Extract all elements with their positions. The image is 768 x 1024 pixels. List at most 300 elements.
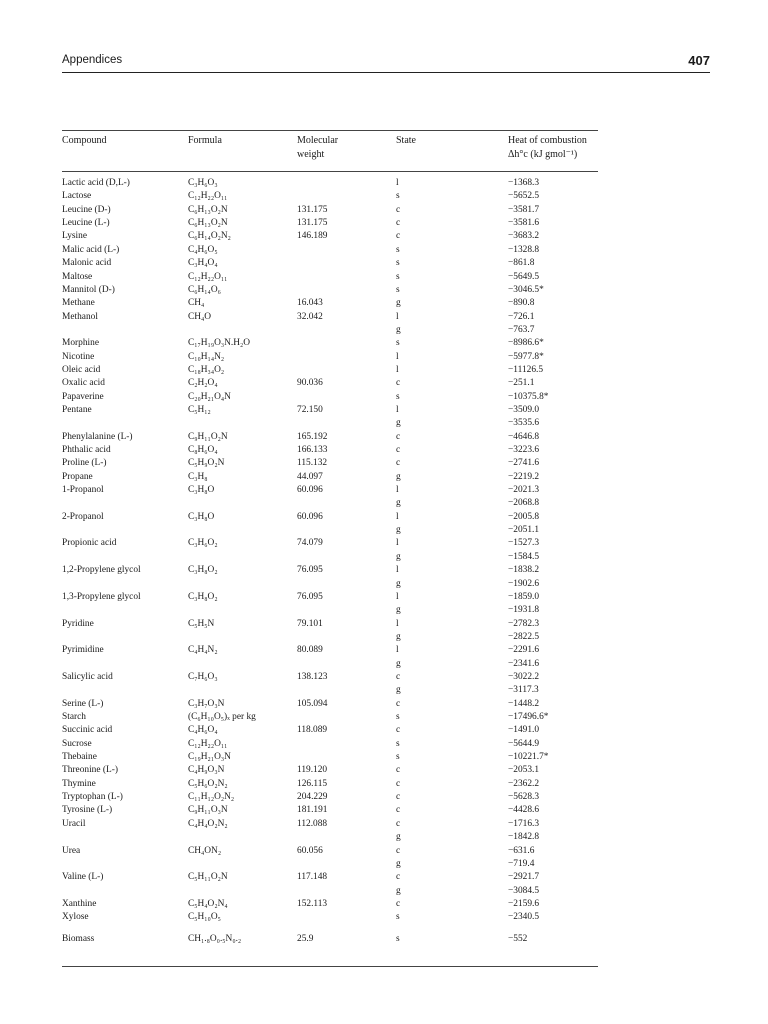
col-header-compound: Compound [62, 135, 107, 146]
compound-name: Pyridine [62, 618, 94, 629]
state: s [396, 912, 400, 923]
state: c [396, 378, 401, 389]
molecular-weight: 105.094 [297, 698, 328, 709]
formula: C₆H₁₄O₂N₂ [188, 231, 231, 242]
formula: C₃H₈ [188, 471, 208, 482]
formula: C₁₁H₁₂O₂N₂ [188, 792, 235, 803]
state: g [396, 858, 401, 869]
table-row [62, 351, 602, 363]
formula: CH₁.₈O₀.₅N₀.₂ [188, 933, 242, 944]
formula: C₅H₁₂ [188, 404, 211, 415]
state: g [396, 298, 401, 309]
heat-of-combustion: −2741.6 [508, 458, 540, 469]
molecular-weight: 138.123 [297, 671, 328, 682]
heat-of-combustion: −2362.2 [508, 778, 540, 789]
molecular-weight: 131.175 [297, 204, 328, 215]
header-rule [62, 72, 710, 73]
col-header-mw-line2: weight [297, 149, 325, 160]
formula: C₄H₄O₂N₂ [188, 818, 228, 829]
compound-name: Malic acid (L-) [62, 244, 120, 255]
table-row [62, 644, 602, 656]
molecular-weight: 119.120 [297, 765, 328, 776]
heat-of-combustion: −10375.8* [508, 391, 549, 402]
table-row [62, 511, 602, 523]
compound-name: Phenylalanine (L-) [62, 431, 133, 442]
state: l [396, 511, 399, 522]
compound-name: Propionic acid [62, 538, 117, 549]
col-header-heat-line1: Heat of combustion [508, 135, 587, 146]
table-row [62, 471, 602, 483]
compound-name: Lactose [62, 191, 92, 202]
state: c [396, 231, 401, 242]
compound-name: Methane [62, 298, 95, 309]
state: g [396, 498, 401, 509]
heat-of-combustion: −1491.0 [508, 725, 540, 736]
heat-of-combustion: −2051.1 [508, 525, 540, 536]
state: c [396, 458, 401, 469]
molecular-weight: 16.043 [297, 298, 323, 309]
state: l [396, 485, 399, 496]
table-row [62, 684, 602, 696]
formula: C₃H₄O₄ [188, 258, 218, 269]
formula: C₁₈H₃₄O₂ [188, 364, 225, 375]
state: l [396, 645, 399, 656]
formula: C₄H₆O₅ [188, 244, 218, 255]
compound-name: Proline (L-) [62, 458, 107, 469]
state: c [396, 872, 401, 883]
col-header-heat-line2: Δh°c (kJ gmol⁻¹) [508, 149, 578, 160]
table-row [62, 578, 602, 590]
heat-of-combustion: −2021.3 [508, 485, 540, 496]
table-row [62, 457, 602, 469]
compound-name: Lactic acid (D,L-) [62, 178, 130, 188]
state: l [396, 618, 399, 629]
state: s [396, 712, 400, 722]
molecular-weight: 90.036 [297, 378, 323, 389]
state: s [396, 258, 400, 269]
col-header-molecular-weight [297, 134, 338, 162]
heat-of-combustion: −3683.2 [508, 231, 540, 242]
state: g [396, 658, 401, 669]
heat-of-combustion: −11126.5 [508, 364, 544, 375]
formula: C₁₂H₂₂O₁₁ [188, 191, 228, 202]
state: c [396, 778, 401, 789]
formula: C₉H₁₁O₃N [188, 805, 228, 816]
table-row [62, 845, 602, 857]
state: g [396, 685, 401, 696]
compound-name: Thymine [62, 778, 96, 789]
table-row [62, 524, 602, 536]
molecular-weight: 25.9 [297, 933, 314, 944]
formula: C₄H₉O₃N [188, 765, 225, 776]
heat-of-combustion: −1448.2 [508, 698, 540, 709]
heat-of-combustion: −3084.5 [508, 885, 540, 896]
heat-of-combustion: −4646.8 [508, 431, 540, 442]
molecular-weight: 72.150 [297, 404, 323, 415]
state: g [396, 418, 401, 429]
state: c [396, 671, 401, 682]
heat-of-combustion: −1527.3 [508, 538, 540, 549]
table-row [62, 311, 602, 323]
heat-of-combustion: −5628.3 [508, 792, 540, 803]
state: s [396, 244, 400, 255]
table-row [62, 671, 602, 683]
state: c [396, 792, 401, 803]
page-number: 407 [688, 53, 710, 68]
compound-name: Starch [62, 712, 86, 722]
heat-of-combustion: −1368.3 [508, 178, 540, 188]
col-header-heat [508, 134, 587, 162]
heat-of-combustion: −763.7 [508, 324, 535, 335]
compound-name: Methanol [62, 311, 98, 322]
heat-of-combustion: −719.4 [508, 858, 535, 869]
table-row [62, 444, 602, 456]
formula: C₄H₄N₂ [188, 645, 218, 656]
table-row [62, 364, 602, 376]
heat-of-combustion: −2822.5 [508, 631, 540, 642]
state: s [396, 752, 400, 762]
table-row [62, 337, 602, 349]
state: l [396, 351, 399, 362]
state: l [396, 364, 399, 375]
heat-of-combustion: −5649.5 [508, 271, 540, 282]
table-top-rule [62, 130, 598, 131]
heat-of-combustion: −1902.6 [508, 578, 540, 589]
heat-of-combustion: −251.1 [508, 378, 535, 389]
table-row [62, 604, 602, 616]
table-row [62, 404, 602, 416]
formula: C₂H₂O₄ [188, 378, 218, 389]
heat-of-combustion: −1584.5 [508, 551, 540, 562]
formula: C₃H₆O₃ [188, 178, 218, 188]
table-row [62, 778, 602, 790]
formula: C₃H₈O₂ [188, 591, 218, 602]
state: s [396, 191, 400, 202]
formula: C₃H₈O [188, 485, 215, 496]
state: s [396, 271, 400, 282]
formula: C₅H₁₁O₂N [188, 872, 228, 883]
formula: CH₄ON₂ [188, 845, 222, 856]
state: l [396, 565, 399, 576]
compound-name: 1-Propanol [62, 485, 104, 496]
state: s [396, 933, 400, 944]
state: g [396, 551, 401, 562]
state: c [396, 845, 401, 856]
compound-name: Malonic acid [62, 258, 112, 269]
compound-name: Leucine (D-) [62, 204, 111, 215]
heat-of-combustion: −2053.1 [508, 765, 540, 776]
col-header-mw-line1: Molecular [297, 135, 339, 146]
heat-of-combustion: −2782.3 [508, 618, 540, 629]
compound-name: Xylose [62, 912, 89, 923]
state: g [396, 605, 401, 616]
molecular-weight: 152.113 [297, 898, 328, 909]
table-row [62, 738, 602, 750]
molecular-weight: 60.056 [297, 845, 323, 856]
heat-of-combustion: −3581.7 [508, 204, 540, 215]
state: l [396, 591, 399, 602]
state: l [396, 311, 399, 322]
table-row [62, 230, 602, 242]
table-row [62, 391, 602, 403]
heat-of-combustion: −3509.0 [508, 404, 540, 415]
heat-of-combustion: −2291.6 [508, 645, 540, 656]
table-row [62, 751, 602, 763]
heat-of-combustion: −726.1 [508, 311, 535, 322]
heat-of-combustion: −3535.6 [508, 418, 540, 429]
heat-of-combustion: −3223.6 [508, 445, 540, 455]
formula: C₅H₆O₂N₂ [188, 778, 228, 789]
heat-of-combustion: −2068.8 [508, 498, 540, 509]
molecular-weight: 44.097 [297, 471, 323, 482]
molecular-weight: 118.089 [297, 725, 328, 736]
compound-name: Oleic acid [62, 364, 101, 375]
molecular-weight: 131.175 [297, 218, 328, 228]
compound-name: Nicotine [62, 351, 95, 362]
heat-of-combustion: −1838.2 [508, 565, 540, 576]
heat-of-combustion: −3581.6 [508, 218, 540, 228]
formula: C₁₉H₂₁O₃N [188, 752, 231, 762]
compound-name: Propane [62, 471, 93, 482]
state: c [396, 818, 401, 829]
table-row [62, 204, 602, 216]
section-title: Appendices [62, 54, 123, 66]
compound-name: Oxalic acid [62, 378, 105, 389]
table-row [62, 271, 602, 283]
heat-of-combustion: −17496.6* [508, 712, 549, 722]
formula: C₁₀H₁₄N₂ [188, 351, 225, 362]
state: c [396, 898, 401, 909]
table-row [62, 217, 602, 229]
compound-name: Lysine [62, 231, 87, 242]
table-row [62, 497, 602, 509]
state: l [396, 404, 399, 415]
state: g [396, 324, 401, 335]
heat-of-combustion: −861.8 [508, 258, 535, 269]
heat-of-combustion: −552 [508, 933, 528, 944]
compound-name: Urea [62, 845, 81, 856]
heat-of-combustion: −631.6 [508, 845, 535, 856]
table-row [62, 933, 602, 945]
table-row [62, 377, 602, 389]
compound-name: Thebaine [62, 752, 97, 762]
table-row [62, 791, 602, 803]
table-row [62, 431, 602, 443]
state: g [396, 885, 401, 896]
table-row [62, 177, 602, 189]
state: c [396, 204, 401, 215]
heat-of-combustion: −1328.8 [508, 244, 540, 255]
table-row [62, 284, 602, 296]
formula: C₅H₄O₂N₄ [188, 898, 228, 909]
state: g [396, 631, 401, 642]
table-row [62, 537, 602, 549]
compound-name: Uracil [62, 818, 86, 829]
formula: C₅H₅N [188, 618, 215, 629]
table-row [62, 297, 602, 309]
table-row [62, 911, 602, 923]
page-header [62, 54, 710, 72]
molecular-weight: 76.095 [297, 591, 323, 602]
formula: C₆H₁₄O₆ [188, 284, 221, 295]
col-header-formula: Formula [188, 135, 222, 146]
heat-of-combustion: −4428.6 [508, 805, 540, 816]
heat-of-combustion: −5644.9 [508, 738, 540, 749]
heat-of-combustion: −3117.3 [508, 685, 539, 696]
heat-of-combustion: −8986.6* [508, 338, 544, 349]
compound-name: 1,2-Propylene glycol [62, 565, 141, 576]
heat-of-combustion: −1931.8 [508, 605, 540, 616]
heat-of-combustion: −3022.2 [508, 671, 540, 682]
compound-name: Tryptophan (L-) [62, 792, 123, 803]
compound-name: Pentane [62, 404, 92, 415]
table-row [62, 484, 602, 496]
state: s [396, 391, 400, 402]
table-row [62, 871, 602, 883]
heat-of-combustion: −2005.8 [508, 511, 540, 522]
compound-name: Tyrosine (L-) [62, 805, 113, 816]
state: s [396, 338, 400, 349]
molecular-weight: 79.101 [297, 618, 323, 629]
table-row [62, 618, 602, 630]
table-row [62, 724, 602, 736]
compound-name: Leucine (L-) [62, 218, 110, 228]
heat-of-combustion: −1716.3 [508, 818, 540, 829]
molecular-weight: 126.115 [297, 778, 328, 789]
table-header-rule [62, 171, 598, 172]
compound-name: Threonine (L-) [62, 765, 118, 776]
state: g [396, 525, 401, 536]
table-row [62, 898, 602, 910]
formula: C₁₂H₂₂O₁₁ [188, 271, 228, 282]
state: s [396, 284, 400, 295]
compound-name: Mannitol (D-) [62, 284, 115, 295]
heat-of-combustion: −2159.6 [508, 898, 540, 909]
molecular-weight: 115.132 [297, 458, 328, 469]
table-row [62, 417, 602, 429]
state: g [396, 832, 401, 843]
state: c [396, 445, 401, 455]
table-row [62, 564, 602, 576]
molecular-weight: 146.189 [297, 231, 328, 242]
formula: C₆H₁₃O₂N [188, 204, 228, 215]
table-row [62, 658, 602, 670]
heat-of-combustion: −3046.5* [508, 284, 544, 295]
heat-of-combustion: −10221.7* [508, 752, 549, 762]
compound-name: Sucrose [62, 738, 92, 749]
formula: C₃H₈O [188, 511, 215, 522]
table-row [62, 711, 602, 723]
heat-of-combustion: −2340.5 [508, 912, 540, 923]
compound-name: Serine (L-) [62, 698, 104, 709]
molecular-weight: 112.088 [297, 818, 328, 829]
state: c [396, 218, 401, 228]
table-bottom-rule [62, 966, 598, 967]
formula: C₅H₉O₂N [188, 458, 225, 469]
molecular-weight: 60.096 [297, 511, 323, 522]
state: s [396, 738, 400, 749]
molecular-weight: 204.229 [297, 792, 328, 803]
formula: C₄H₆O₄ [188, 725, 218, 736]
table-row [62, 190, 602, 202]
table-row [62, 804, 602, 816]
table-row [62, 551, 602, 563]
table-row [62, 698, 602, 710]
heat-of-combustion: −2921.7 [508, 872, 540, 883]
heat-of-combustion: −1842.8 [508, 832, 540, 843]
table-row [62, 244, 602, 256]
state: l [396, 178, 399, 188]
molecular-weight: 76.095 [297, 565, 323, 576]
formula: CH₄O [188, 311, 212, 322]
molecular-weight: 74.079 [297, 538, 323, 549]
state: c [396, 765, 401, 776]
formula: C₈H₆O₄ [188, 445, 218, 455]
state: c [396, 431, 401, 442]
formula: C₁₂H₂₂O₁₁ [188, 738, 228, 749]
table-row [62, 885, 602, 897]
compound-name: Valine (L-) [62, 872, 104, 883]
molecular-weight: 165.192 [297, 431, 328, 442]
compound-name: Morphine [62, 338, 99, 349]
heat-of-combustion: −2219.2 [508, 471, 540, 482]
compound-name: Maltose [62, 271, 93, 282]
compound-name: 1,3-Propylene glycol [62, 591, 141, 602]
heat-of-combustion: −5652.5 [508, 191, 540, 202]
table-row [62, 818, 602, 830]
molecular-weight: 166.133 [297, 445, 328, 455]
formula: CH₄ [188, 298, 205, 309]
compound-name: 2-Propanol [62, 511, 104, 522]
table-row [62, 631, 602, 643]
table-row [62, 858, 602, 870]
state: g [396, 471, 401, 482]
formula: C₃H₇O₃N [188, 698, 225, 709]
formula: C₇H₆O₃ [188, 671, 218, 682]
formula: C₂₀H₂₁O₄N [188, 391, 231, 402]
formula: C₃H₈O₂ [188, 565, 218, 576]
formula: C₃H₆O₂ [188, 538, 218, 549]
molecular-weight: 181.191 [297, 805, 328, 816]
table-row [62, 324, 602, 336]
compound-name: Succinic acid [62, 725, 113, 736]
heat-of-combustion: −5977.8* [508, 351, 544, 362]
compound-name: Biomass [62, 933, 95, 944]
formula: C₅H₁₀O₅ [188, 912, 221, 923]
state: c [396, 725, 401, 736]
formula: C₁₇H₁₉O₃N.H₂O [188, 338, 251, 349]
compound-name: Phthalic acid [62, 445, 111, 455]
molecular-weight: 60.096 [297, 485, 323, 496]
table-row [62, 257, 602, 269]
col-header-state: State [396, 135, 416, 146]
state: l [396, 538, 399, 549]
state: c [396, 805, 401, 816]
formula: (C₆H₁₀O₅)ₓ per kg [188, 712, 256, 722]
formula: C₉H₁₁O₂N [188, 431, 228, 442]
state: g [396, 578, 401, 589]
state: c [396, 698, 401, 709]
heat-of-combustion: −1859.0 [508, 591, 540, 602]
compound-name: Papaverine [62, 391, 104, 402]
table-row [62, 764, 602, 776]
table-row [62, 591, 602, 603]
compound-name: Pyrimidine [62, 645, 104, 656]
heat-of-combustion: −2341.6 [508, 658, 540, 669]
molecular-weight: 32.042 [297, 311, 323, 322]
compound-name: Xanthine [62, 898, 97, 909]
compound-name: Salicylic acid [62, 671, 113, 682]
